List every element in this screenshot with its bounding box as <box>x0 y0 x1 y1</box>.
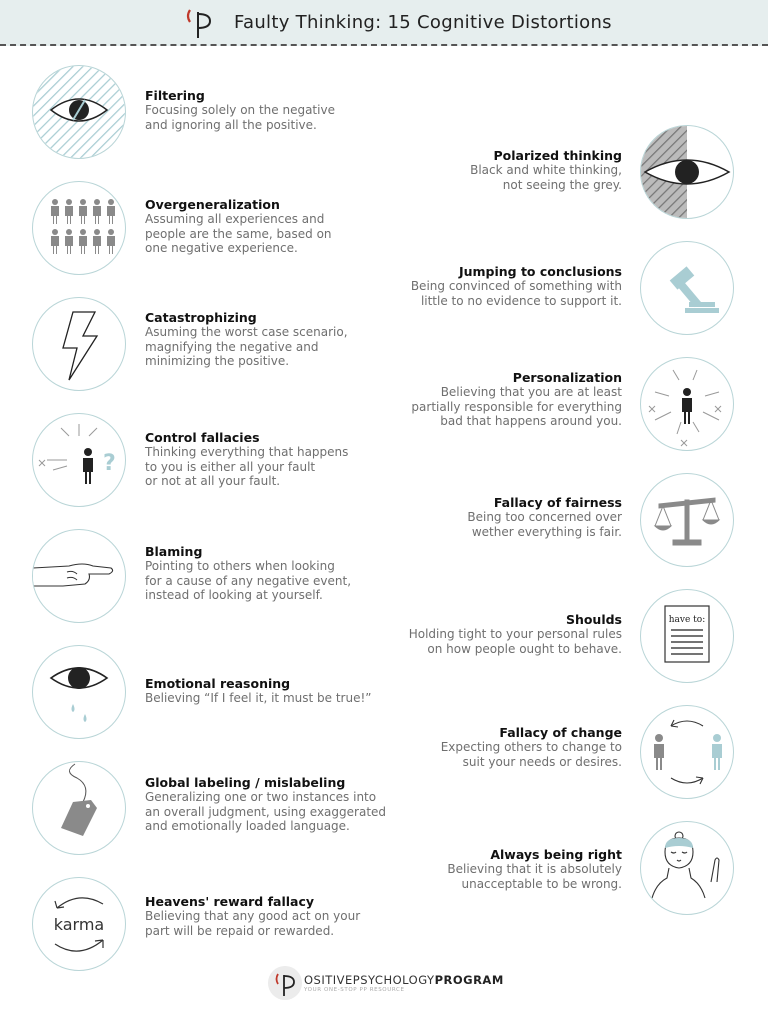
person-figure-icon <box>65 229 73 254</box>
karma-label: karma <box>53 915 105 934</box>
item-description: Assuming all experiences and people are the same, based on one negative experience. <box>145 212 332 255</box>
person-figure-icon <box>51 229 59 254</box>
shoulds-icon-circle <box>640 589 734 683</box>
filtering-icon-circle <box>32 65 126 159</box>
item-title: Filtering <box>145 88 205 103</box>
person-figure-icon <box>93 229 101 254</box>
item-title: Blaming <box>145 544 203 559</box>
blaming-icon-circle <box>32 529 126 623</box>
item-description: Believing that any good act on your part will be repaid or rewarded. <box>145 909 361 938</box>
karma-cycle-icon <box>33 878 125 970</box>
person-figure-icon <box>65 199 73 224</box>
person-figure-icon <box>93 199 101 224</box>
brand-part-program: PROGRAM <box>434 973 504 987</box>
lightning-icon <box>33 298 125 390</box>
item-description: Believing that you are at least partially responsible for everything bad that happens around you. <box>411 385 622 428</box>
have-to-list-icon <box>641 590 733 682</box>
brand-part-psychology: PSYCHOLOGY <box>352 973 435 987</box>
item-description: Generalizing one or two instances into an overall judgment, using exaggerated and emotionally loaded language. <box>145 790 387 833</box>
pointing-hand-icon <box>33 530 125 622</box>
tag-icon <box>33 762 125 854</box>
item-description: Being convinced of something with little to no evidence to support it. <box>410 279 622 308</box>
people-grid-icon <box>33 182 125 274</box>
person-arrows-icon <box>641 358 733 450</box>
person-figure-icon <box>107 229 115 254</box>
global-labeling-icon-circle <box>32 761 126 855</box>
item-description: Pointing to others when looking for a cause of any negative event, instead of looking at yourself. <box>145 559 352 602</box>
personalization-icon-circle <box>640 357 734 451</box>
item-description: Believing “If I feel it, it must be true!” <box>145 691 372 705</box>
heavens-reward-icon-circle <box>32 877 126 971</box>
person-figure-icon <box>51 199 59 224</box>
item-title: Polarized thinking <box>493 148 622 163</box>
item-title: Control fallacies <box>145 430 260 445</box>
emotional-reasoning-icon-circle <box>32 645 126 739</box>
positive-psychology-footer-logo-icon <box>268 966 302 1000</box>
fallacy-of-change-icon-circle <box>640 705 734 799</box>
gavel-icon <box>641 242 733 334</box>
item-title: Catastrophizing <box>145 310 257 325</box>
eye-filter-icon <box>33 66 125 158</box>
person-figure-icon <box>107 199 115 224</box>
item-description: Being too concerned over wether everything is fair. <box>467 510 622 539</box>
item-description: Black and white thinking, not seeing the grey. <box>470 163 622 192</box>
item-title: Jumping to conclusions <box>458 264 622 279</box>
item-title: Shoulds <box>565 612 622 627</box>
item-description: Expecting others to change to suit your needs or desires. <box>440 740 622 769</box>
fallacy-of-fairness-icon-circle <box>640 473 734 567</box>
always-being-right-icon-circle <box>640 821 734 915</box>
crying-eye-icon <box>33 646 125 738</box>
catastrophizing-icon-circle <box>32 297 126 391</box>
half-eye-icon <box>641 126 733 218</box>
overgeneralization-icon-circle <box>32 181 126 275</box>
item-description: Thinking everything that happens to you is either all your fault or not at all your fault. <box>145 445 349 488</box>
person-figure-icon <box>79 199 87 224</box>
item-title: Personalization <box>512 370 622 385</box>
footer-brand-name <box>304 973 504 987</box>
svg-text:?: ? <box>103 451 116 476</box>
item-title: Always being right <box>490 847 622 862</box>
item-title: Overgeneralization <box>145 197 280 212</box>
woman-raised-finger-icon <box>641 822 733 914</box>
polarized-thinking-icon-circle <box>640 125 734 219</box>
jumping-to-conclusions-icon-circle <box>640 241 734 335</box>
footer-tagline: YOUR ONE-STOP PP RESOURCE <box>304 987 405 993</box>
item-description: Focusing solely on the negative and ignoring all the positive. <box>145 103 335 132</box>
item-title: Fallacy of fairness <box>493 495 622 510</box>
item-title: Emotional reasoning <box>145 676 291 691</box>
item-title: Heavens' reward fallacy <box>145 894 315 909</box>
scales-icon <box>641 474 733 566</box>
page-title: Faulty Thinking: 15 Cognitive Distortions <box>234 12 612 33</box>
person-figure-icon <box>79 229 87 254</box>
person-question-icon <box>33 414 125 506</box>
item-description: Believing that it is absolutely unacceptable to be wrong. <box>447 862 622 891</box>
item-description: Holding tight to your personal rules on how people ought to behave. <box>408 627 622 656</box>
people-cycle-icon <box>641 706 733 798</box>
item-title: Global labeling / mislabeling <box>145 775 346 790</box>
have-to-label: have to: <box>668 615 706 625</box>
positive-psychology-logo-icon <box>184 6 216 40</box>
brand-part-positive: OSITIVE <box>304 973 353 987</box>
control-fallacies-icon-circle <box>32 413 126 507</box>
item-title: Fallacy of change <box>499 725 622 740</box>
footer-brand <box>268 966 508 1000</box>
item-description: Asuming the worst case scenario, magnifying the negative and minimizing the positive. <box>145 325 348 368</box>
page-header <box>0 0 768 46</box>
